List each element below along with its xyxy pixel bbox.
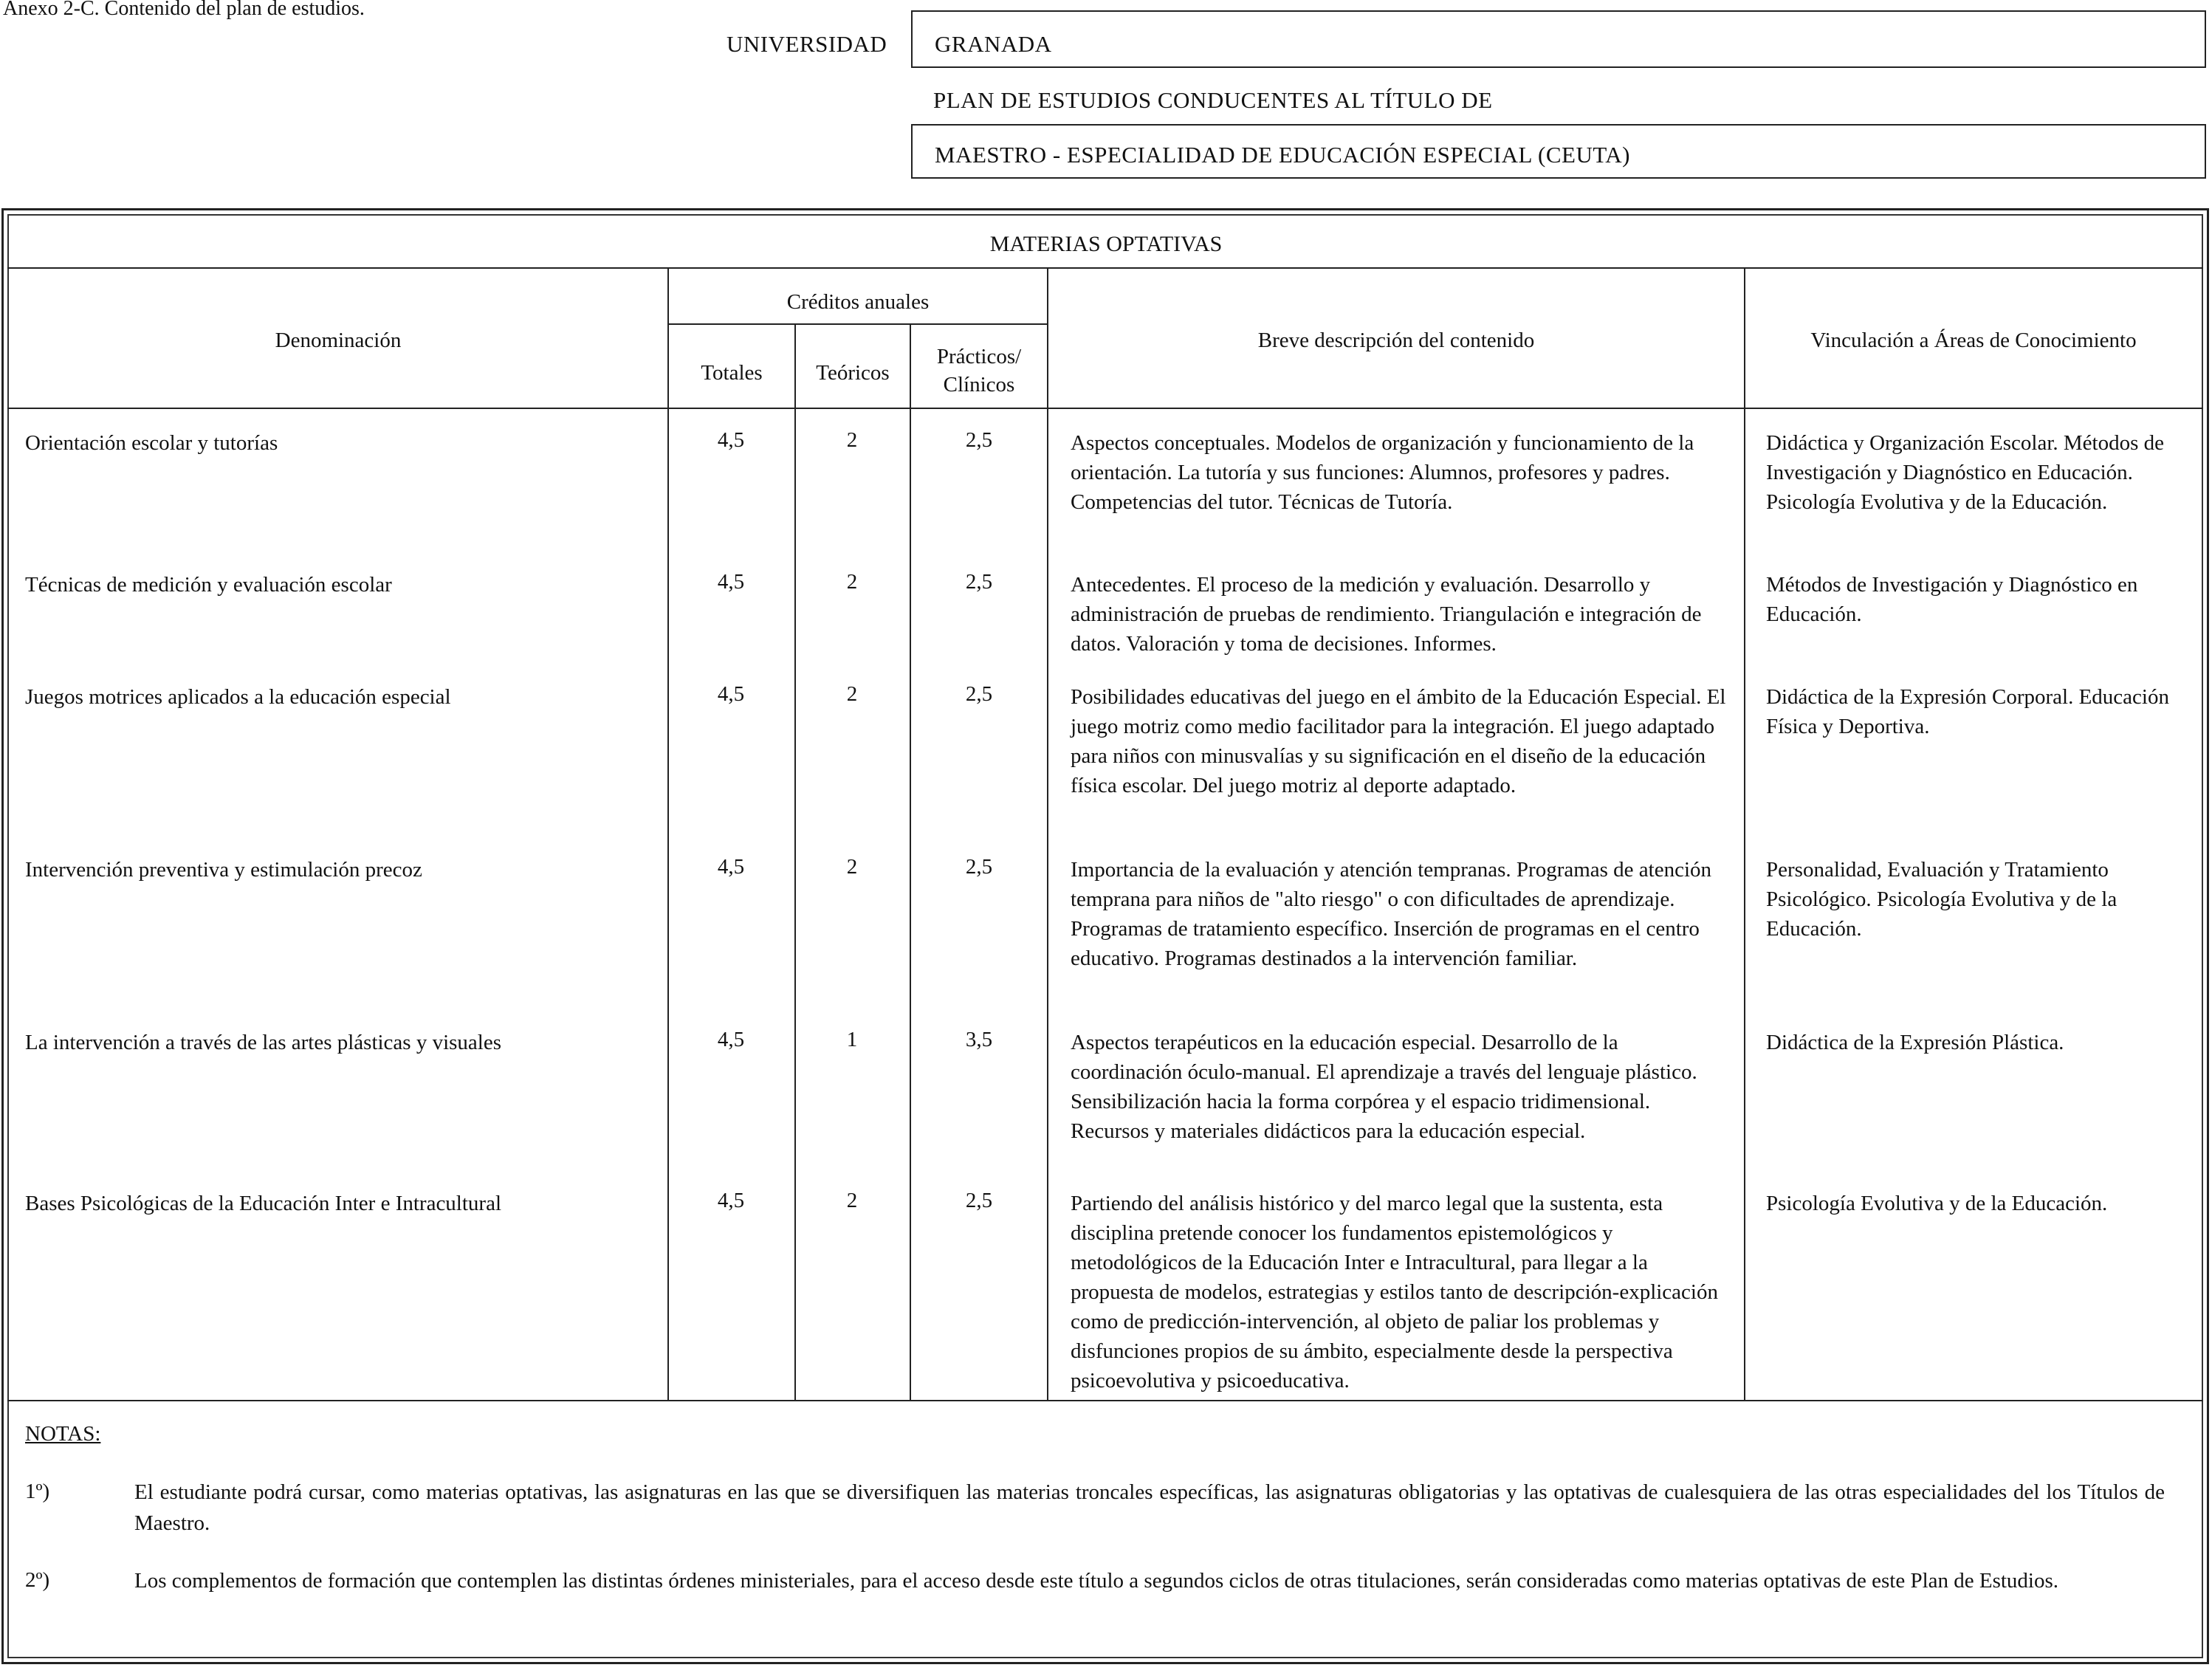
university-box	[911, 10, 2206, 68]
note-number: 2º)	[25, 1568, 50, 1592]
row-areas: Didáctica de la Expresión Plástica.	[1766, 1031, 2064, 1054]
col-header-vinculacion: Vinculación a Áreas de Conocimiento	[1810, 329, 2137, 352]
row-areas: Personalidad, Evaluación y Tratamiento Psicológico. Psicología Evolutiva y de la Educación.	[1766, 858, 2117, 941]
row-practicos: 2,5	[965, 1189, 993, 1212]
row-areas: Didáctica y Organización Escolar. Métodos de Investigación y Diagnóstico en Educación. Psicología Evolutiva y de la Educación.	[1766, 431, 2165, 514]
university-value: GRANADA	[935, 31, 1052, 57]
row-description: Antecedentes. El proceso de la medición y evaluación. Desarrollo y administración de pruebas de rendimiento. Triangulación e integración de datos. Valoración y toma de decisiones. Informes.	[1071, 573, 1702, 656]
body-bottom-divider	[7, 1400, 2203, 1401]
col-line-1	[667, 267, 669, 1400]
credits-divider	[667, 323, 1047, 325]
table-row-name: Orientación escolar y tutorías	[25, 431, 278, 455]
note-text: El estudiante podrá cursar, como materias optativas, las asignaturas en las que se diversifiquen las materias troncales específicas, las asignaturas obligatorias y las optativas de cualesquiera de las otras especialidades del los Títulos de Maestro.	[134, 1480, 2165, 1535]
row-practicos: 2,5	[965, 855, 993, 879]
row-practicos: 3,5	[965, 1028, 993, 1051]
row-totales: 4,5	[717, 570, 745, 594]
row-practicos: 2,5	[965, 428, 993, 452]
table-row-name: Juegos motrices aplicados a la educación especial	[25, 685, 451, 709]
row-description: Posibilidades educativas del juego en el ámbito de la Educación Especial. El juego motriz como medio facilitador para la integración. El juego adaptado para niños con minusvalías y su significación en el diseño de la educación física escolar. Del juego motriz al deporte adaptado.	[1071, 685, 1726, 797]
row-areas: Didáctica de la Expresión Corporal. Educación Física y Deportiva.	[1766, 685, 2169, 738]
degree-box	[911, 124, 2206, 179]
row-areas: Psicología Evolutiva y de la Educación.	[1766, 1192, 2108, 1215]
row-totales: 4,5	[717, 855, 745, 879]
col-header-denominacion: Denominación	[275, 329, 402, 352]
row-description: Importancia de la evaluación y atención tempranas. Programas de atención temprana para niños de "alto riesgo" o con dificultades de aprendizaje. Programas de tratamiento específico. Inserción de programas en el centro educativo. Programas destinados a la intervención familiar.	[1071, 858, 1712, 970]
col-line-2	[794, 323, 796, 1400]
header-divider	[7, 408, 2203, 409]
row-teoricos: 1	[846, 1028, 858, 1051]
row-totales: 4,5	[717, 1028, 745, 1051]
row-teoricos: 2	[846, 1189, 858, 1212]
table-row-name: La intervención a través de las artes plásticas y visuales	[25, 1031, 502, 1054]
col-header-creditos: Créditos anuales	[786, 290, 930, 314]
row-teoricos: 2	[846, 855, 858, 879]
row-totales: 4,5	[717, 428, 745, 452]
col-header-teoricos: Teóricos	[816, 361, 890, 385]
row-description: Partiendo del análisis histórico y del marco legal que la sustenta, esta disciplina pretende conocer los fundamentos epistemológicos y metodológicos de la Educación Inter e Intracultural, para llegar a la propuesta de modelos, estrategias y estilos tanto de descripción-explicación como de predicción-intervención, al objeto de paliar los problemas y disfunciones propios de su ámbito, especialmente desde la perspectiva psicoevolutiva y psicoeducativa.	[1071, 1192, 1718, 1392]
table-row-name: Técnicas de medición y evaluación escolar	[25, 573, 392, 597]
degree-value: MAESTRO - ESPECIALIDAD DE EDUCACIÓN ESPECIAL (CEUTA)	[935, 142, 1630, 168]
table-row-name: Intervención preventiva y estimulación precoz	[25, 858, 422, 882]
col-header-practicos: Prácticos/ Clínicos	[936, 345, 1022, 396]
row-practicos: 2,5	[965, 682, 993, 706]
col-header-descripcion: Breve descripción del contenido	[1257, 329, 1535, 352]
notes-title: NOTAS:	[25, 1422, 101, 1446]
title-divider	[7, 267, 2203, 269]
row-totales: 4,5	[717, 1189, 745, 1212]
row-practicos: 2,5	[965, 570, 993, 594]
note-number: 1º)	[25, 1480, 50, 1503]
row-totales: 4,5	[717, 682, 745, 706]
row-areas: Métodos de Investigación y Diagnóstico en Educación.	[1766, 573, 2138, 626]
plan-label: PLAN DE ESTUDIOS CONDUCENTES AL TÍTULO DE	[933, 87, 1493, 113]
university-label: UNIVERSIDAD	[727, 31, 887, 57]
col-header-totales: Totales	[701, 361, 763, 385]
col-line-5	[1744, 267, 1745, 1400]
row-description: Aspectos conceptuales. Modelos de organización y funcionamiento de la orientación. La tutoría y sus funciones: Alumnos, profesores y padres. Competencias del tutor. Técnicas de Tutoría.	[1071, 431, 1694, 514]
row-description: Aspectos terapéuticos en la educación especial. Desarrollo de la coordinación óculo-manual. El aprendizaje a través del lenguaje plástico. Sensibilización hacia la forma corpórea y el espacio tridimensional. Recursos y materiales didácticos para la educación especial.	[1071, 1031, 1697, 1143]
note-text: Los complementos de formación que contemplen las distintas órdenes ministeriales, para el acceso desde este título a segundos ciclos de otras titulaciones, serán consideradas como materias optativas de este Plan de Estudios.	[134, 1569, 2059, 1593]
col-line-3	[910, 323, 911, 1400]
table-title: MATERIAS OPTATIVAS	[989, 232, 1223, 256]
row-teoricos: 2	[846, 428, 858, 452]
col-line-4	[1047, 267, 1048, 1400]
row-teoricos: 2	[846, 570, 858, 594]
table-row-name: Bases Psicológicas de la Educación Inter e Intracultural	[25, 1192, 502, 1215]
row-teoricos: 2	[846, 682, 858, 706]
annex-title: Anexo 2-C. Contenido del plan de estudios.	[3, 0, 365, 20]
